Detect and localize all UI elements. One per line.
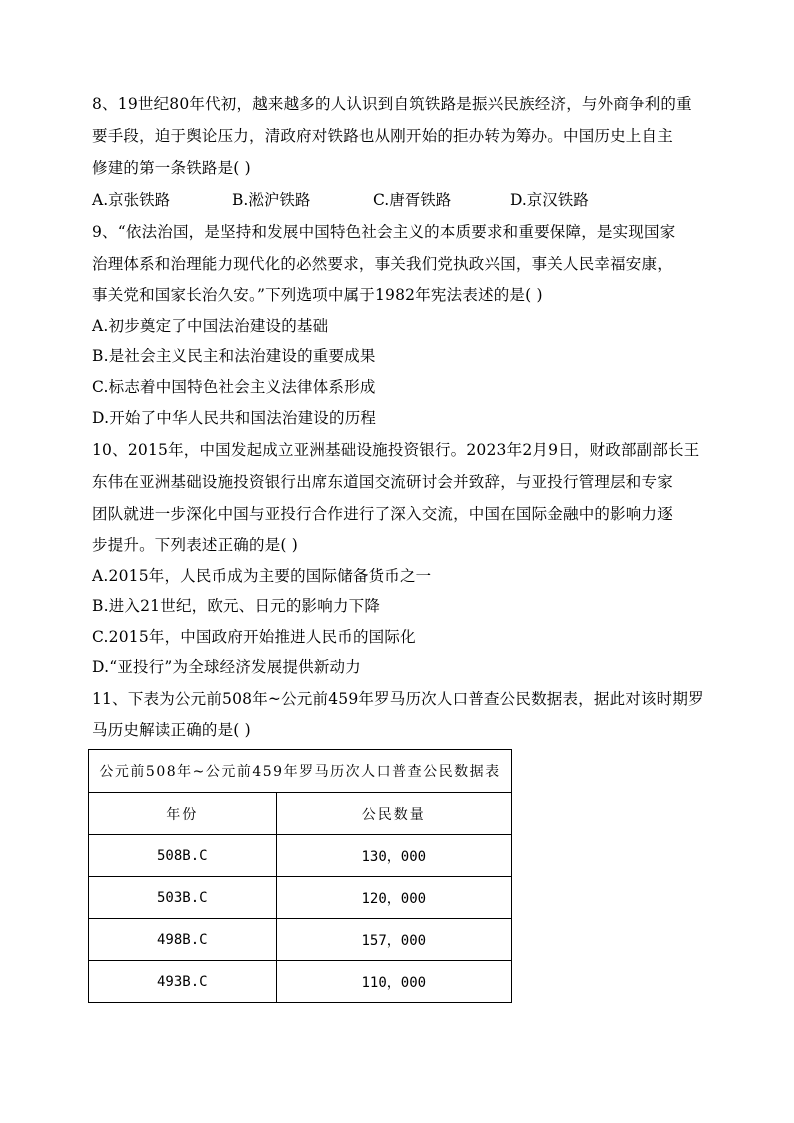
- q9-option-d[interactable]: D.开始了中华人民共和国法治建设的历程: [92, 409, 377, 427]
- cell-count: 157，000: [276, 919, 511, 961]
- q8-stem-line-2: 要手段，迫于舆论压力，清政府对铁路也从刚开始的拒办转为筹办。中国历史上自主: [92, 127, 673, 145]
- cell-year: 503B.C: [89, 877, 277, 919]
- q10-option-d[interactable]: D.“亚投行”为全球经济发展提供新动力: [92, 658, 361, 676]
- q8-option-a[interactable]: A.京张铁路: [92, 191, 171, 209]
- q9-option-c[interactable]: C.标志着中国特色社会主义法律体系形成: [92, 378, 376, 396]
- q10-option-b[interactable]: B.进入21世纪，欧元、日元的影响力下降: [92, 597, 381, 615]
- table-caption-row: [89, 750, 512, 793]
- q8-option-d[interactable]: D.京汉铁路: [510, 191, 589, 209]
- cell-year: 498B.C: [89, 919, 277, 961]
- q10-stem-line-4: 步提升。下列表述正确的是( ): [92, 536, 299, 554]
- q9-stem-line-1: 9、“依法治国，是坚持和发展中国特色社会主义的本质要求和重要保障，是实现国家: [92, 223, 676, 241]
- q9-stem-line-3: 事关党和国家长治久安。”下列选项中属于1982年宪法表述的是( ): [92, 286, 543, 304]
- table-row: [89, 835, 512, 877]
- q10-stem-line-3: 团队就进一步深化中国与亚投行合作进行了深入交流，中国在国际金融中的影响力逐: [92, 505, 673, 523]
- q10-option-c[interactable]: C.2015年，中国政府开始推进人民币的国际化: [92, 628, 416, 646]
- q8-stem-line-1: 8、19世纪80年代初，越来越多的人认识到自筑铁路是振兴民族经济，与外商争利的重: [92, 95, 692, 113]
- table-row: [89, 919, 512, 961]
- q9-stem-line-2: 治理体系和治理能力现代化的必然要求，事关我们党执政兴国，事关人民幸福安康，: [92, 255, 673, 273]
- q11-stem-line-1: 11、下表为公元前508年~公元前459年罗马历次人口普查公民数据表，据此对该时期罗: [92, 690, 704, 708]
- q10-stem-line-1: 10、2015年，中国发起成立亚洲基础设施投资银行。2023年2月9日，财政部副部长王: [92, 441, 700, 459]
- q11-stem-line-2: 马历史解读正确的是( ): [92, 721, 251, 739]
- cell-year: 493B.C: [89, 961, 277, 1003]
- census-table: [88, 749, 512, 1003]
- cell-count: 110，000: [276, 961, 511, 1003]
- q8-option-c[interactable]: C.唐胥铁路: [373, 191, 452, 209]
- cell-count: 120，000: [276, 877, 511, 919]
- header-citizen-count: 公民数量: [276, 793, 511, 835]
- table-row: [89, 961, 512, 1003]
- q8-stem-line-3: 修建的第一条铁路是( ): [92, 159, 251, 177]
- table-caption: 公元前508年~公元前459年罗马历次人口普查公民数据表: [89, 750, 512, 793]
- cell-count: 130，000: [276, 835, 511, 877]
- q10-option-a[interactable]: A.2015年，人民币成为主要的国际储备货币之一: [92, 567, 432, 585]
- q8-option-b[interactable]: B.淞沪铁路: [232, 191, 311, 209]
- q10-stem-line-2: 东伟在亚洲基础设施投资银行出席东道国交流研讨会并致辞，与亚投行管理层和专家: [92, 473, 673, 491]
- cell-year: 508B.C: [89, 835, 277, 877]
- q9-option-a[interactable]: A.初步奠定了中国法治建设的基础: [92, 317, 329, 335]
- header-year: 年份: [89, 793, 277, 835]
- table-header-row: [89, 793, 512, 835]
- table-row: [89, 877, 512, 919]
- q9-option-b[interactable]: B.是社会主义民主和法治建设的重要成果: [92, 347, 376, 365]
